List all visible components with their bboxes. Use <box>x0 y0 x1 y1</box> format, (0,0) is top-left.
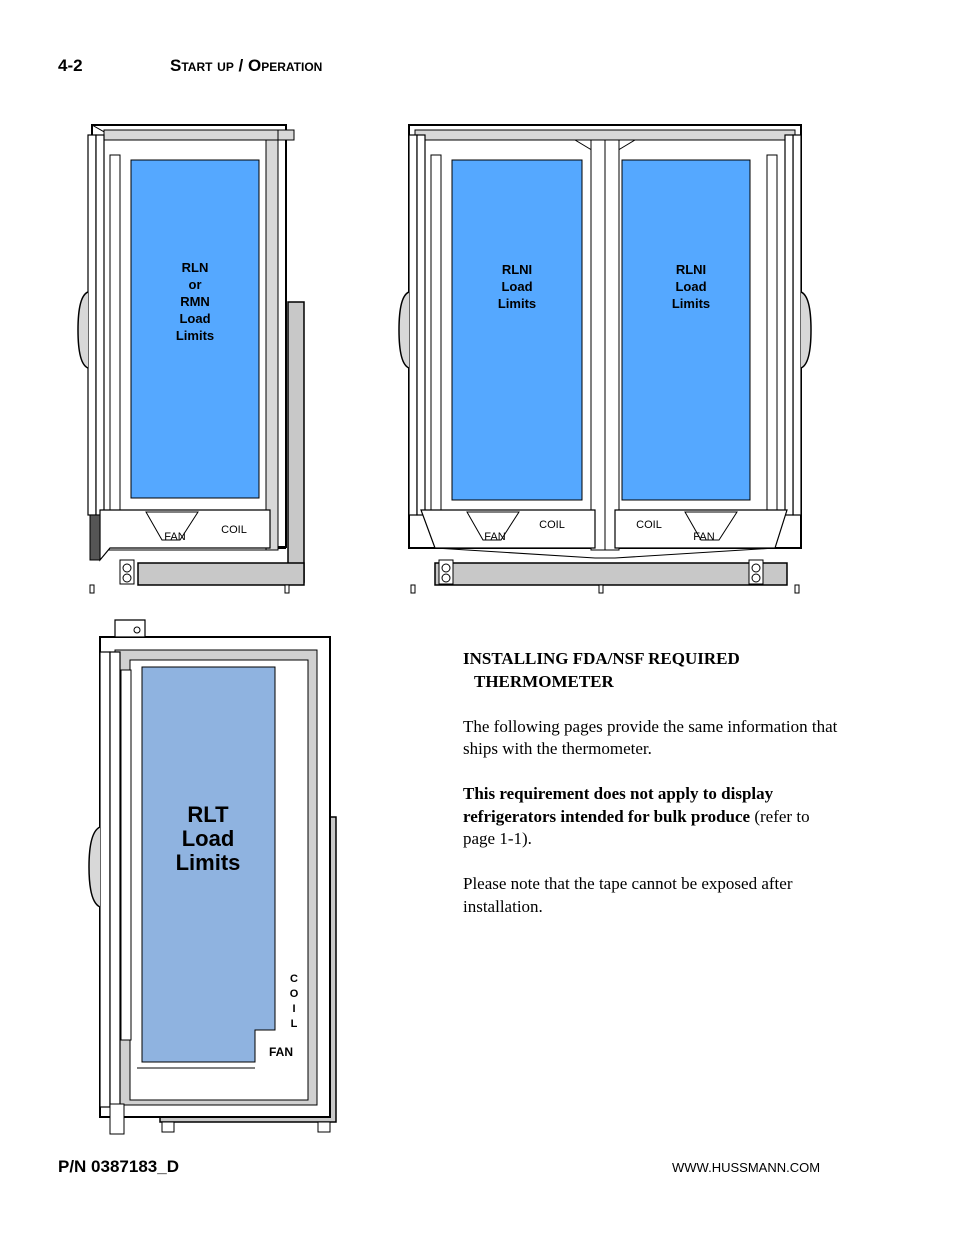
part-number: P/N 0387183_D <box>58 1157 179 1176</box>
rlt-label-1: RLT <box>187 802 229 827</box>
rlt-coil-c: C <box>290 973 298 985</box>
rlt-diagram <box>85 612 345 1137</box>
rln-diagram <box>70 120 310 598</box>
rln-label-5: Limits <box>175 328 215 343</box>
rlni-left-label-1: RLNI <box>501 262 533 277</box>
rlni-fan-left: FAN <box>484 531 506 543</box>
rlt-label-2: Load <box>181 826 235 851</box>
rlni-right-label-3: Limits <box>671 296 711 311</box>
rln-label-3: RMN <box>180 294 210 309</box>
rlni-left-label-2: Load <box>501 279 533 294</box>
website-url[interactable]: WWW.HUSSMANN.COM <box>672 1160 821 1175</box>
rlni-right-load-zone <box>622 160 750 500</box>
rlni-left-label-3: Limits <box>497 296 537 311</box>
rlni-coil-left: COIL <box>539 519 565 531</box>
paragraph-1: The following pages provide the same information that ships with the thermometer. <box>463 716 838 758</box>
heading-line-2: THERMOMETER <box>474 671 614 691</box>
paragraph-2-rest: (refer to page 1-1). <box>463 806 810 848</box>
paragraph-2 <box>463 783 843 851</box>
rlt-coil-l: L <box>290 1018 298 1030</box>
rln-label-2: or <box>188 277 202 292</box>
paragraph-2-bold: This requirement does not apply to display refrigerators intended for bulk produce <box>463 784 774 826</box>
heading-line-1: INSTALLING FDA/NSF REQUIRED <box>463 649 740 668</box>
rlni-right-label-2: Load <box>675 279 707 294</box>
rln-label-1: RLN <box>181 260 209 275</box>
rln-coil-label: COIL <box>221 524 247 536</box>
rlni-coil-right: COIL <box>636 519 662 531</box>
page-number: 4-2 <box>58 56 83 75</box>
rln-fan-label: FAN <box>164 531 186 543</box>
section-title: Start up / Operation <box>170 56 323 75</box>
rlni-left-load-zone <box>452 160 582 500</box>
rlt-fan-label: FAN <box>269 1045 293 1059</box>
section-heading <box>463 648 843 693</box>
rlni-right-label-1: RLNI <box>675 262 707 277</box>
paragraph-3: Please note that the tape cannot be exposed after installation. <box>463 874 793 916</box>
rln-label-4: Load <box>179 311 211 326</box>
thermometer-section <box>463 648 843 941</box>
rlni-fan-right: FAN <box>693 531 715 543</box>
rlt-label-3: Limits <box>175 850 241 875</box>
rlt-coil-o: O <box>289 988 299 1000</box>
rlt-coil-i: I <box>292 1003 296 1015</box>
rlni-diagram <box>395 120 815 598</box>
